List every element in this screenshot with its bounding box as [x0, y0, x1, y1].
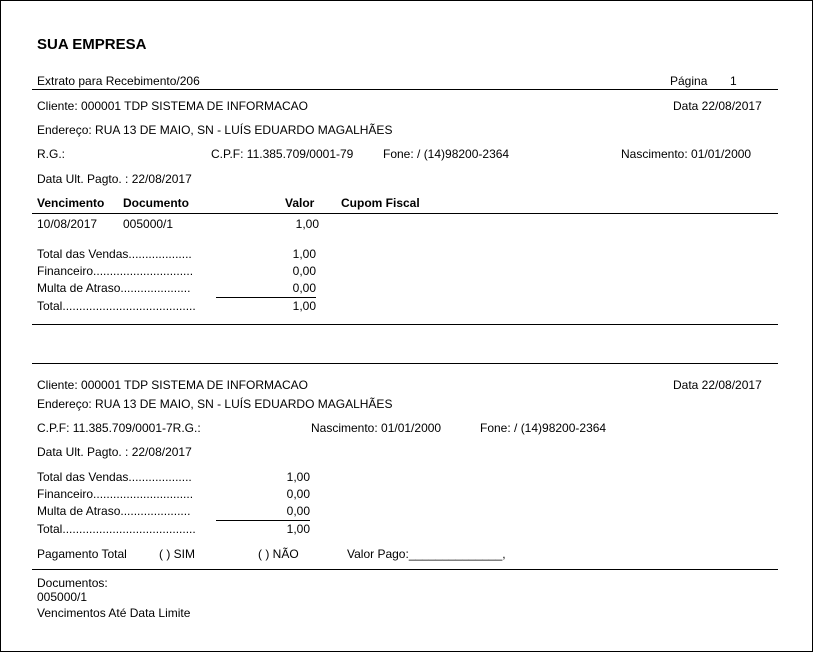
- total-label-copy: Total........................................: [37, 522, 196, 536]
- company-name: SUA EMPRESA: [37, 36, 147, 53]
- row-document: 005000/1: [123, 217, 174, 231]
- receipt-divider: [32, 363, 778, 364]
- issue-date: Data 22/08/2017: [673, 99, 762, 113]
- report-title: Extrato para Recebimento/206: [37, 74, 200, 88]
- birth-date-copy: Nascimento: 01/01/2000: [311, 421, 442, 435]
- page-number: 1: [730, 74, 737, 88]
- total-sales-label: Total das Vendas...................: [37, 247, 192, 261]
- total-sales-value: 1,00: [292, 247, 316, 261]
- documents-value: 005000/1: [37, 590, 88, 604]
- financial-label-copy: Financeiro..............................: [37, 487, 194, 501]
- last-payment-date-copy: Data Ult. Pagto. : 22/08/2017: [37, 445, 192, 459]
- table-header-divider: [32, 213, 778, 214]
- late-fine-value-copy: 0,00: [286, 504, 310, 518]
- client-info-copy: Cliente: 000001 TDP SISTEMA DE INFORMACAO: [37, 378, 308, 392]
- payment-total-label: Pagamento Total: [37, 547, 127, 561]
- late-fine-label: Multa de Atraso.....................: [37, 281, 191, 295]
- financial-value: 0,00: [292, 264, 316, 278]
- rg-label: R.G.:: [37, 147, 66, 161]
- column-header-due: Vencimento: [37, 196, 105, 210]
- cpf-rg-copy: C.P.F: 11.385.709/0001-7R.G.:: [37, 421, 201, 435]
- subtotal-line-copy: [216, 520, 310, 521]
- total-sales-label-copy: Total das Vendas...................: [37, 470, 192, 484]
- client-info: Cliente: 000001 TDP SISTEMA DE INFORMACAO: [37, 99, 308, 113]
- payment-divider: [32, 569, 778, 570]
- late-fine-label-copy: Multa de Atraso.....................: [37, 504, 191, 518]
- due-limit-note: Vencimentos Até Data Limite: [37, 606, 191, 620]
- phone-copy: Fone: / (14)98200-2364: [480, 421, 607, 435]
- issue-date-copy: Data 22/08/2017: [673, 378, 762, 392]
- address: Endereço: RUA 13 DE MAIO, SN - LUÍS EDUARDO MAGALHÃES: [37, 123, 393, 137]
- column-header-coupon: Cupom Fiscal: [341, 196, 420, 210]
- total-value-copy: 1,00: [286, 522, 310, 536]
- last-payment-date: Data Ult. Pagto. : 22/08/2017: [37, 172, 192, 186]
- column-header-value: Valor: [285, 196, 315, 210]
- total-label: Total........................................: [37, 299, 196, 313]
- row-due: 10/08/2017: [37, 217, 98, 231]
- cpf: C.P.F: 11.385.709/0001-79: [211, 147, 354, 161]
- section1-end-divider: [32, 324, 778, 325]
- financial-value-copy: 0,00: [286, 487, 310, 501]
- paid-value-blank: ______________,: [408, 547, 506, 561]
- birth-date: Nascimento: 01/01/2000: [621, 147, 752, 161]
- late-fine-value: 0,00: [292, 281, 316, 295]
- address-copy: Endereço: RUA 13 DE MAIO, SN - LUÍS EDUARDO MAGALHÃES: [37, 397, 393, 411]
- column-header-document: Documento: [123, 196, 189, 210]
- total-sales-value-copy: 1,00: [286, 470, 310, 484]
- row-value: 1,00: [295, 217, 319, 231]
- subtotal-line: [216, 297, 316, 298]
- total-value: 1,00: [292, 299, 316, 313]
- page-label: Página: [670, 74, 708, 88]
- header-divider: [32, 89, 778, 90]
- phone: Fone: / (14)98200-2364: [383, 147, 510, 161]
- payment-option-yes: ( ) SIM: [159, 547, 195, 561]
- payment-option-no: ( ) NÃO: [258, 547, 299, 561]
- documents-label: Documentos:: [37, 576, 108, 590]
- financial-label: Financeiro..............................: [37, 264, 194, 278]
- paid-value-label: Valor Pago:______________,: [347, 547, 506, 561]
